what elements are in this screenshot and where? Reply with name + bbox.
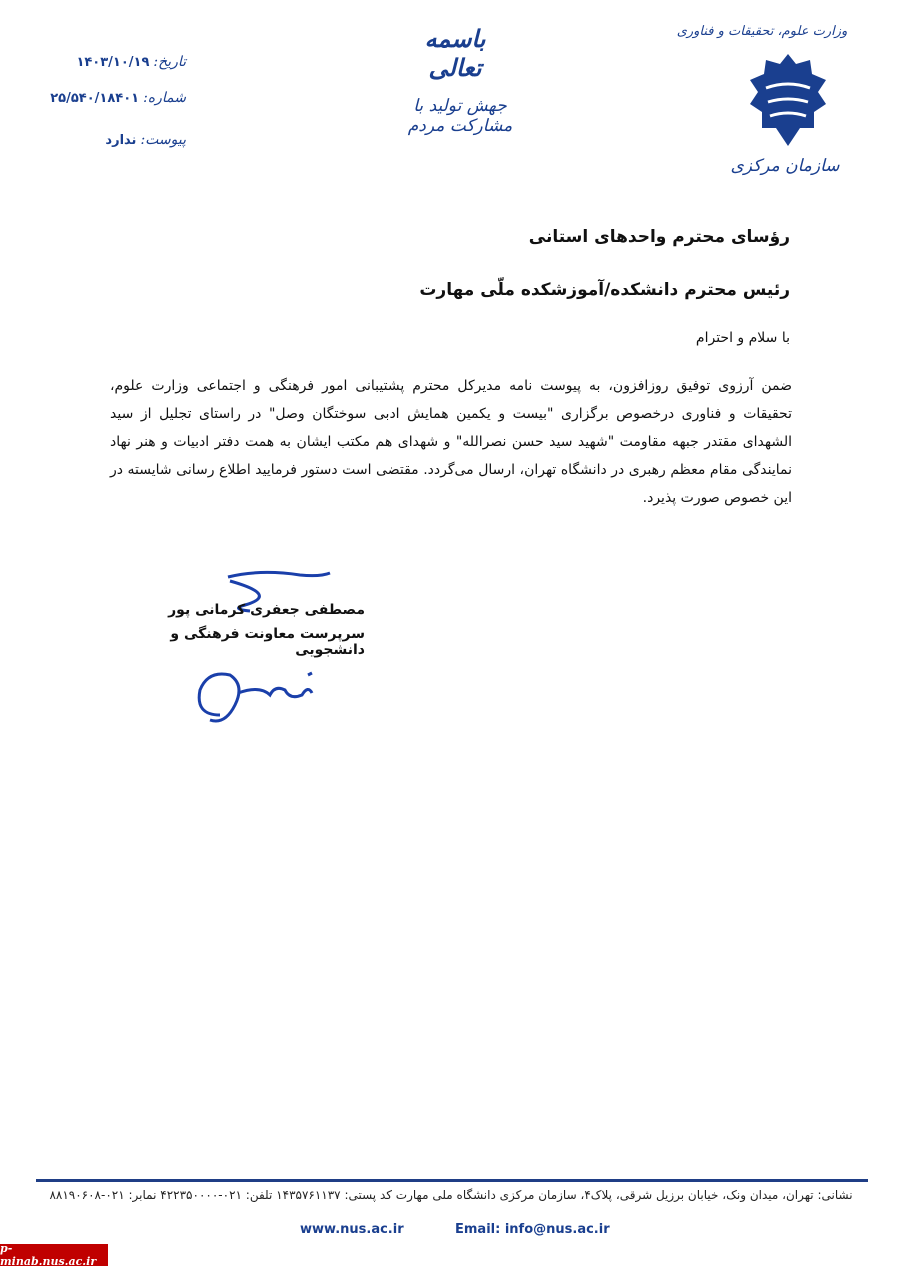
ministry-name: وزارت علوم، تحقیقات و فناوری (676, 24, 848, 39)
number-label: شماره: (143, 90, 186, 106)
bismillah: باسمه تعالی (424, 24, 486, 82)
meta-attachment (46, 132, 186, 154)
date-value: ۱۴۰۳/۱۰/۱۹ (76, 55, 150, 70)
footer-website-link[interactable]: www.nus.ac.ir (300, 1222, 404, 1237)
signatory-name: مصطفی جعفری کرمانی پور (168, 602, 365, 618)
recipient-line-2: رئیس محترم دانشکده/آموزشکده ملّی مهارت (419, 280, 790, 300)
footer-email-link[interactable]: Email: info@nus.ac.ir (455, 1222, 610, 1237)
recipient-line-1: رؤسای محترم واحدهای استانی (528, 227, 790, 247)
meta-number (46, 90, 186, 112)
slogan: جهش تولید با مشارکت مردم (407, 96, 513, 136)
organization-name: سازمان مرکزی (730, 156, 840, 176)
date-label: تاریخ: (153, 54, 186, 70)
attachment-label: پیوست: (140, 132, 186, 148)
meta-date (46, 54, 186, 76)
university-logo (748, 52, 828, 148)
attachment-value: ندارد (105, 133, 137, 148)
footer-divider (36, 1179, 868, 1182)
footer-address: نشانی: تهران، میدان ونک، خیابان برزیل شرقی، پلاک۴، سازمان مرکزی دانشگاه ملی مهارت کد پستی: ۱۴۳۵۷۶۱۱۳۷ تلفن: ۰۲۱-۴۲۲۳۵۰۰۰۰ نمابر: ۰۲۱-۸۸۱۹۰۶۰۸ (49, 1188, 853, 1202)
number-value: ۲۵/۵۴۰/۱۸۴۰۱ (50, 91, 140, 106)
greeting: با سلام و احترام (695, 330, 790, 346)
letter-body: ضمن آرزوی توفیق روزافزون، به پیوست نامه مدیرکل محترم پشتیبانی امور فرهنگی و اجتماعی وزارت علوم، تحقیقات و فناوری درخصوص برگزاری "بیست و یکمین همایش ادبی سوختگان وصل" در راستای تجلیل از سید الشهدای مقتدر جبهه مقاومت "شهید سید حسن نصرالله" و شهدای هم مکتب ایشان به همت دفتر ادبیات و هنر نهاد نمایندگی مقام معظم رهبری در دانشگاه تهران، ارسال می‌گردد. مقتضی است دستور فرمایید اطلاع رسانی شایسته در این خصوص صورت پذیرد. (110, 378, 792, 506)
signatory-title: سرپرست معاونت فرهنگی و دانشجویی (170, 626, 365, 658)
watermark-badge: p-minab.nus.ac.ir (0, 1244, 108, 1266)
